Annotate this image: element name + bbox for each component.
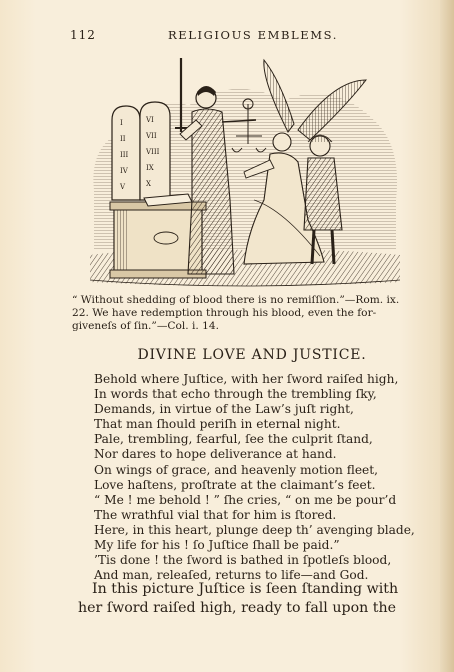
poem-line: That man ſhould periſh in eternal night. — [94, 417, 341, 432]
poem-line: My life for his ! ſo Juſtice ſhall be paid.” — [94, 538, 340, 553]
tablet-numeral: III — [120, 151, 129, 159]
poem-line: In words that echo through the trembling ſky, — [94, 387, 377, 402]
tablets-of-the-law — [112, 102, 170, 200]
tablet-numeral: VI — [146, 116, 154, 124]
poem-line: Behold where Juſtice, with her ſword raiſed high, — [94, 372, 399, 386]
poem-line: On wings of grace, and heavenly motion fleet, — [94, 462, 379, 477]
poem-line: Pale, trembling, fearful, ſee the culprit ſtand, — [94, 432, 373, 447]
tablet-numeral: VIII — [146, 148, 160, 156]
tablet-numeral: IX — [146, 164, 154, 172]
poem-line: Nor dares to hope deliverance at hand. — [94, 447, 337, 462]
running-head: RELIGIOUS EMBLEMS. — [168, 28, 338, 42]
tablet-numeral: VII — [146, 132, 157, 140]
engraving-justice-and-love — [84, 50, 402, 296]
caption-line: giveneſs of ſin.”—Col. i. 14. — [72, 320, 219, 333]
prose-line: her ſword raiſed high, ready to fall upon the — [78, 600, 396, 616]
prose-line: In this picture Juſtice is ſeen ſtanding with — [92, 581, 399, 597]
poem-line: ’Tis done ! the ſword is bathed in ſpotleſs blood, — [94, 553, 392, 568]
poem-body — [94, 372, 424, 583]
poem-title: DIVINE LOVE AND JUSTICE. — [137, 347, 367, 363]
tablet-numeral: IV — [120, 167, 128, 175]
poem-line: Love haſtens, proſtrate at the claimant’s feet. — [94, 477, 376, 492]
tablet-numeral: X — [146, 180, 151, 188]
poem-line: “ Me ! me behold ! ” ſhe cries, “ on me be pour’d — [94, 492, 397, 507]
prose-paragraph — [78, 580, 426, 618]
tablet-numeral: II — [120, 135, 126, 143]
illustration-caption — [72, 294, 432, 334]
page-number: 112 — [70, 28, 96, 42]
poem-line: Demands, in virtue of the Law’s juſt right, — [94, 402, 354, 417]
poem-line: Here, in this heart, plunge deep th’ avenging blade, — [94, 522, 415, 537]
poem-line: The wrathful vial that for him is ſtored. — [94, 507, 337, 522]
tablet-numeral: V — [120, 183, 126, 191]
tablet-numeral: I — [120, 119, 123, 127]
page-edge — [440, 0, 454, 672]
caption-line: “ Without shedding of blood there is no remiſſion.”—Rom. ix. — [72, 294, 400, 306]
poem-line: And man, releaſed, returns to life—and God. — [94, 568, 369, 583]
caption-line: 22. We have redemption through his blood, even the for- — [72, 307, 377, 320]
